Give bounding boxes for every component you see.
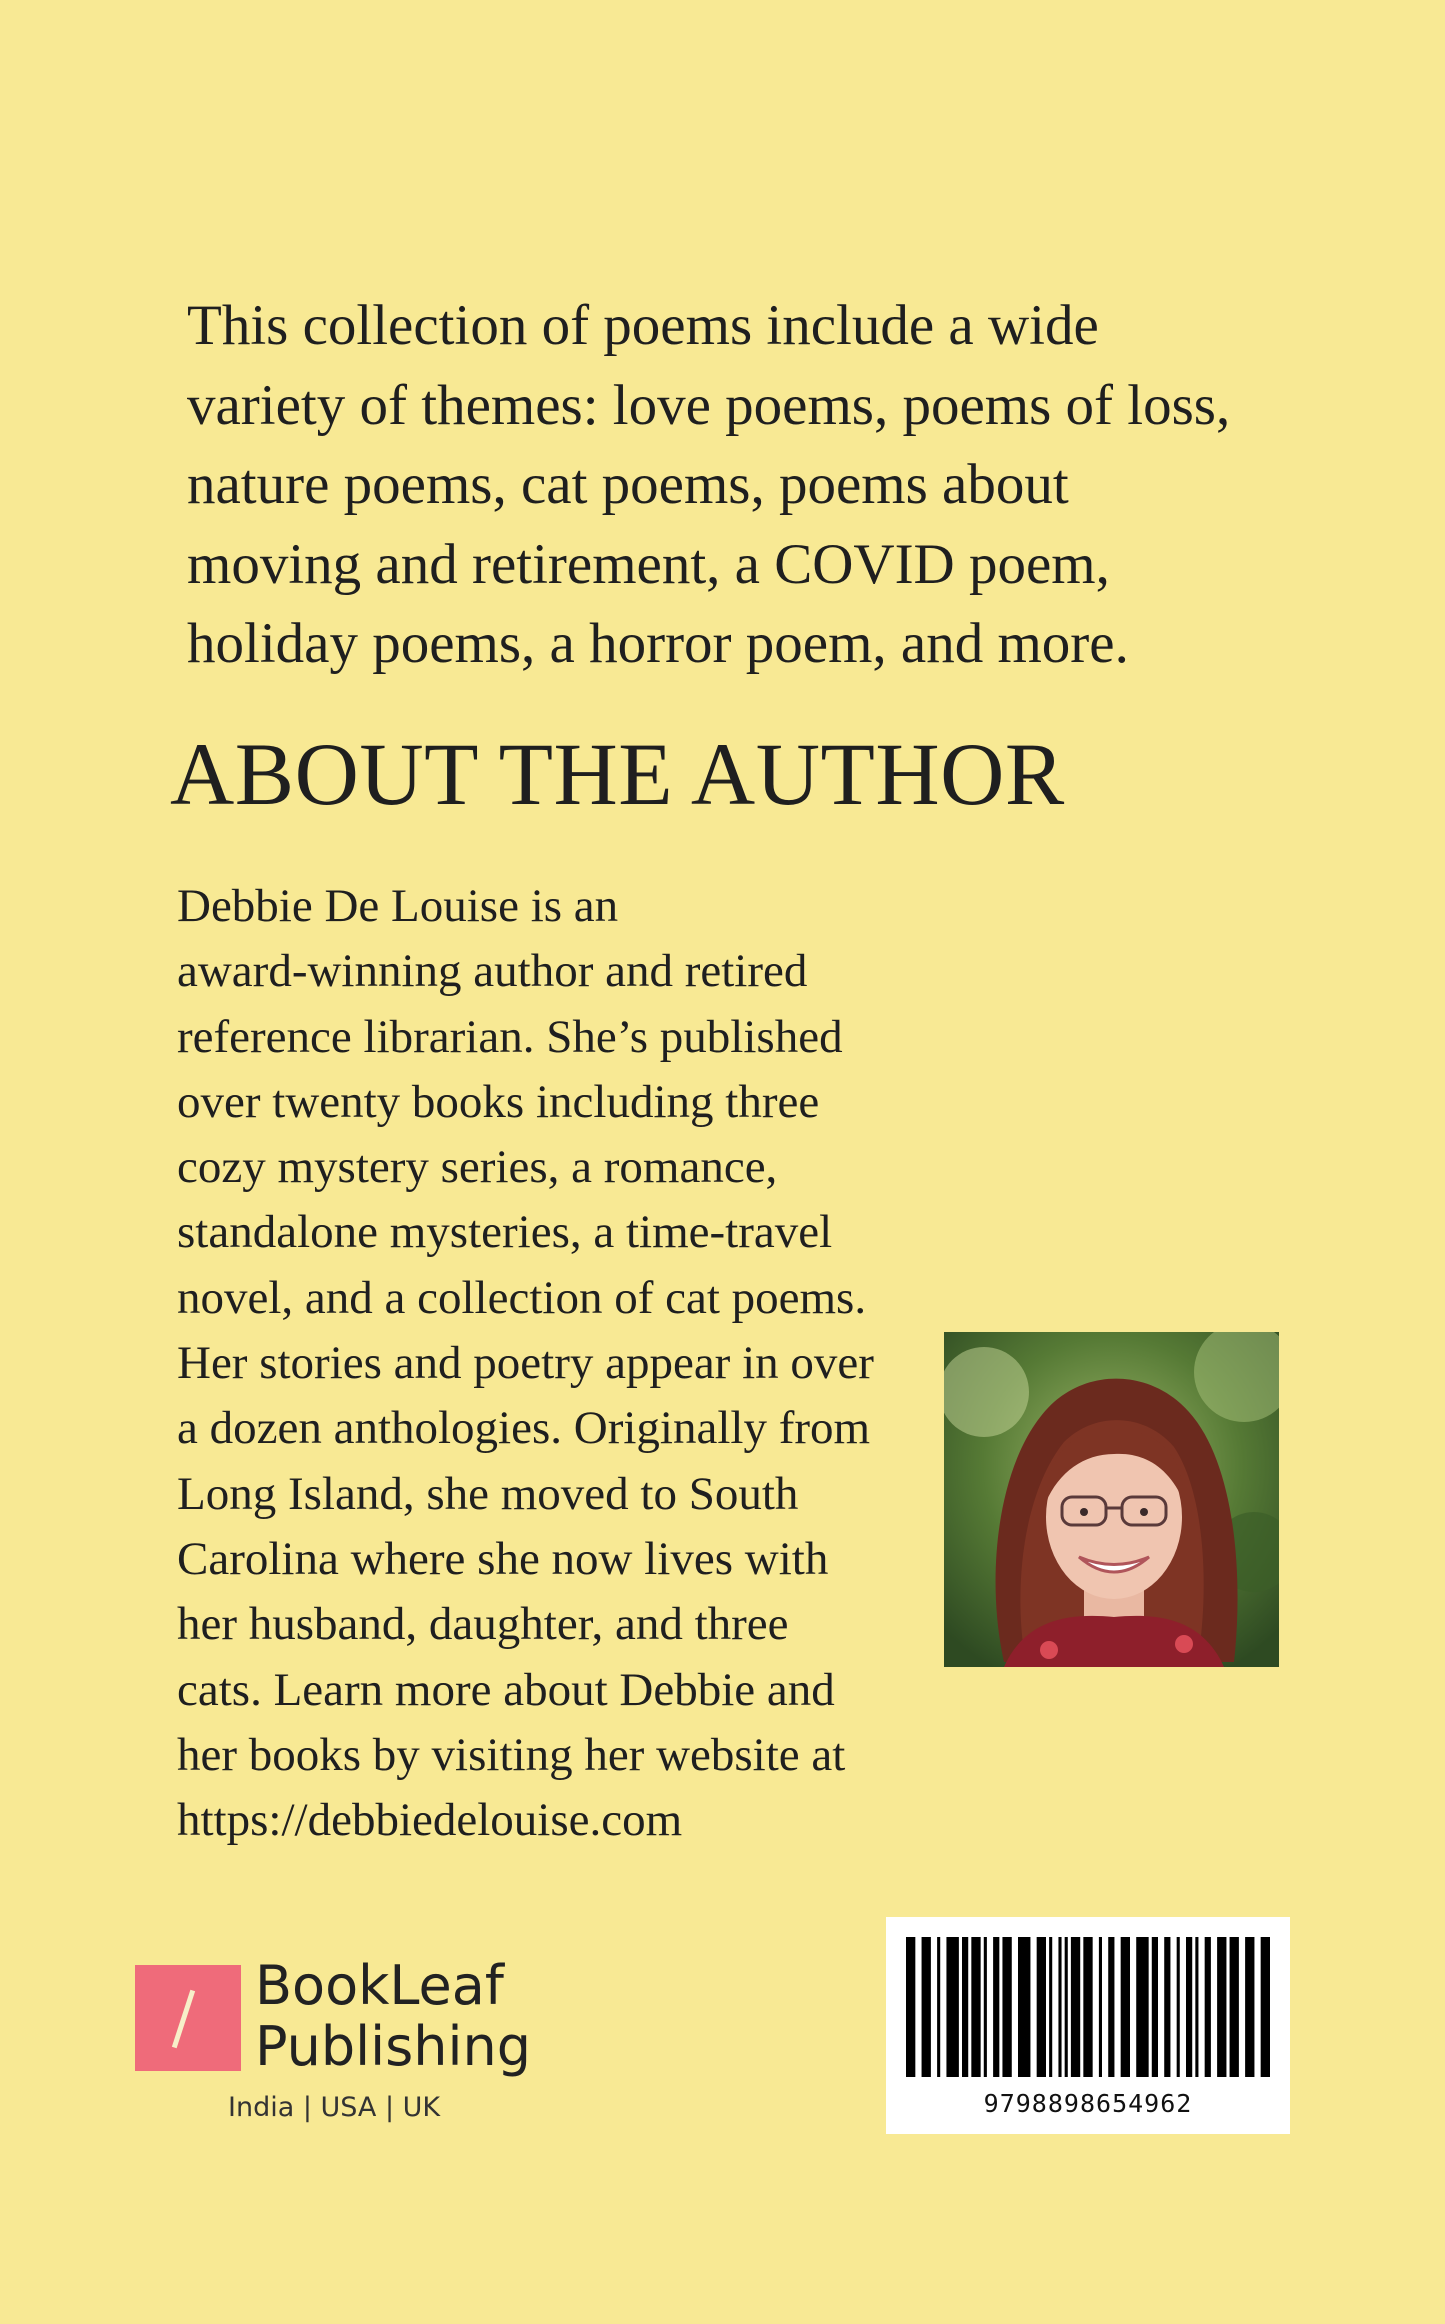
blurb-line: moving and retirement, a COVID poem, (187, 532, 1110, 596)
barcode-bar (1083, 1937, 1092, 2077)
barcode-bar (1136, 1937, 1148, 2077)
bio-line: cats. Learn more about Debbie and (177, 1663, 835, 1716)
barcode-bar (1099, 1937, 1102, 2077)
blurb-line: nature poems, cat poems, poems about (187, 453, 1069, 516)
bio-line: Carolina where she now lives with (177, 1532, 829, 1585)
bio-line: Her stories and poetry appear in over (177, 1337, 874, 1390)
barcode-bar (971, 1937, 980, 2077)
blurb-line: variety of themes: love poems, poems of loss, (187, 373, 1231, 437)
barcode-bar (1065, 1937, 1068, 2077)
barcode-bar (1186, 1937, 1192, 2077)
barcode-bar (1177, 1937, 1180, 2077)
barcode-bar (1261, 1937, 1270, 2077)
barcode-bar (922, 1937, 931, 2077)
publisher-regions: India | USA | UK (228, 2092, 441, 2123)
bio-line: Debbie De Louise is an (177, 880, 619, 932)
barcode-bar (1018, 1937, 1030, 2077)
author-photo (944, 1332, 1279, 1667)
author-bio (177, 874, 937, 1853)
barcode-bar (1121, 1937, 1130, 2077)
barcode-bar (1245, 1937, 1254, 2077)
bio-line: Long Island, she moved to South (177, 1467, 799, 1520)
barcode-bar (1164, 1937, 1170, 2077)
blurb-line: This collection of poems include a wide (187, 294, 1099, 357)
publisher-name-line2: Publishing (255, 2015, 531, 2078)
bio-line: cozy mystery series, a romance, (177, 1141, 778, 1194)
bio-line: her husband, daughter, and three (177, 1598, 789, 1651)
isbn-number: 9798898654962 (983, 2089, 1193, 2118)
barcode-bar (1230, 1937, 1239, 2077)
barcode-bar (1049, 1937, 1052, 2077)
blurb-line: holiday poems, a horror poem, and more. (187, 612, 1129, 675)
isbn-barcode (886, 1917, 1290, 2134)
publisher-name-line1: BookLeaf (255, 1954, 504, 2017)
barcode-bar (1002, 1937, 1011, 2077)
barcode-bar (1058, 1937, 1061, 2077)
publisher-logo (135, 1955, 555, 2135)
bio-line: reference librarian. She’s published (177, 1010, 843, 1063)
publisher-name (255, 1955, 531, 2077)
bio-line: her books by visiting her website at (177, 1728, 846, 1781)
barcode-bar (993, 1937, 999, 2077)
bookleaf-mark-icon (135, 1965, 241, 2071)
about-the-author-heading: ABOUT THE AUTHOR (170, 726, 1065, 824)
barcode-bar (937, 1937, 940, 2077)
bio-line: novel, and a collection of cat poems. (177, 1271, 867, 1324)
barcode-bar (1152, 1937, 1158, 2077)
barcode-bar (946, 1937, 958, 2077)
bio-line: standalone mysteries, a time-travel (177, 1206, 833, 1259)
author-website: https://debbiedelouise.com (177, 1794, 683, 1847)
barcode-bars (906, 1937, 1270, 2077)
barcode-bar (1037, 1937, 1046, 2077)
barcode-bar (1217, 1937, 1226, 2077)
bio-line: over twenty books including three (177, 1075, 820, 1128)
back-cover-blurb (187, 286, 1327, 684)
barcode-bar (962, 1937, 968, 2077)
barcode-bar (906, 1937, 915, 2077)
bio-line: award-winning author and retired (177, 945, 808, 998)
bio-line: a dozen anthologies. Originally from (177, 1402, 871, 1455)
barcode-bar (1195, 1937, 1198, 2077)
barcode-bar (984, 1937, 987, 2077)
barcode-bar (1205, 1937, 1211, 2077)
barcode-bar (1108, 1937, 1114, 2077)
barcode-bar (1071, 1937, 1080, 2077)
